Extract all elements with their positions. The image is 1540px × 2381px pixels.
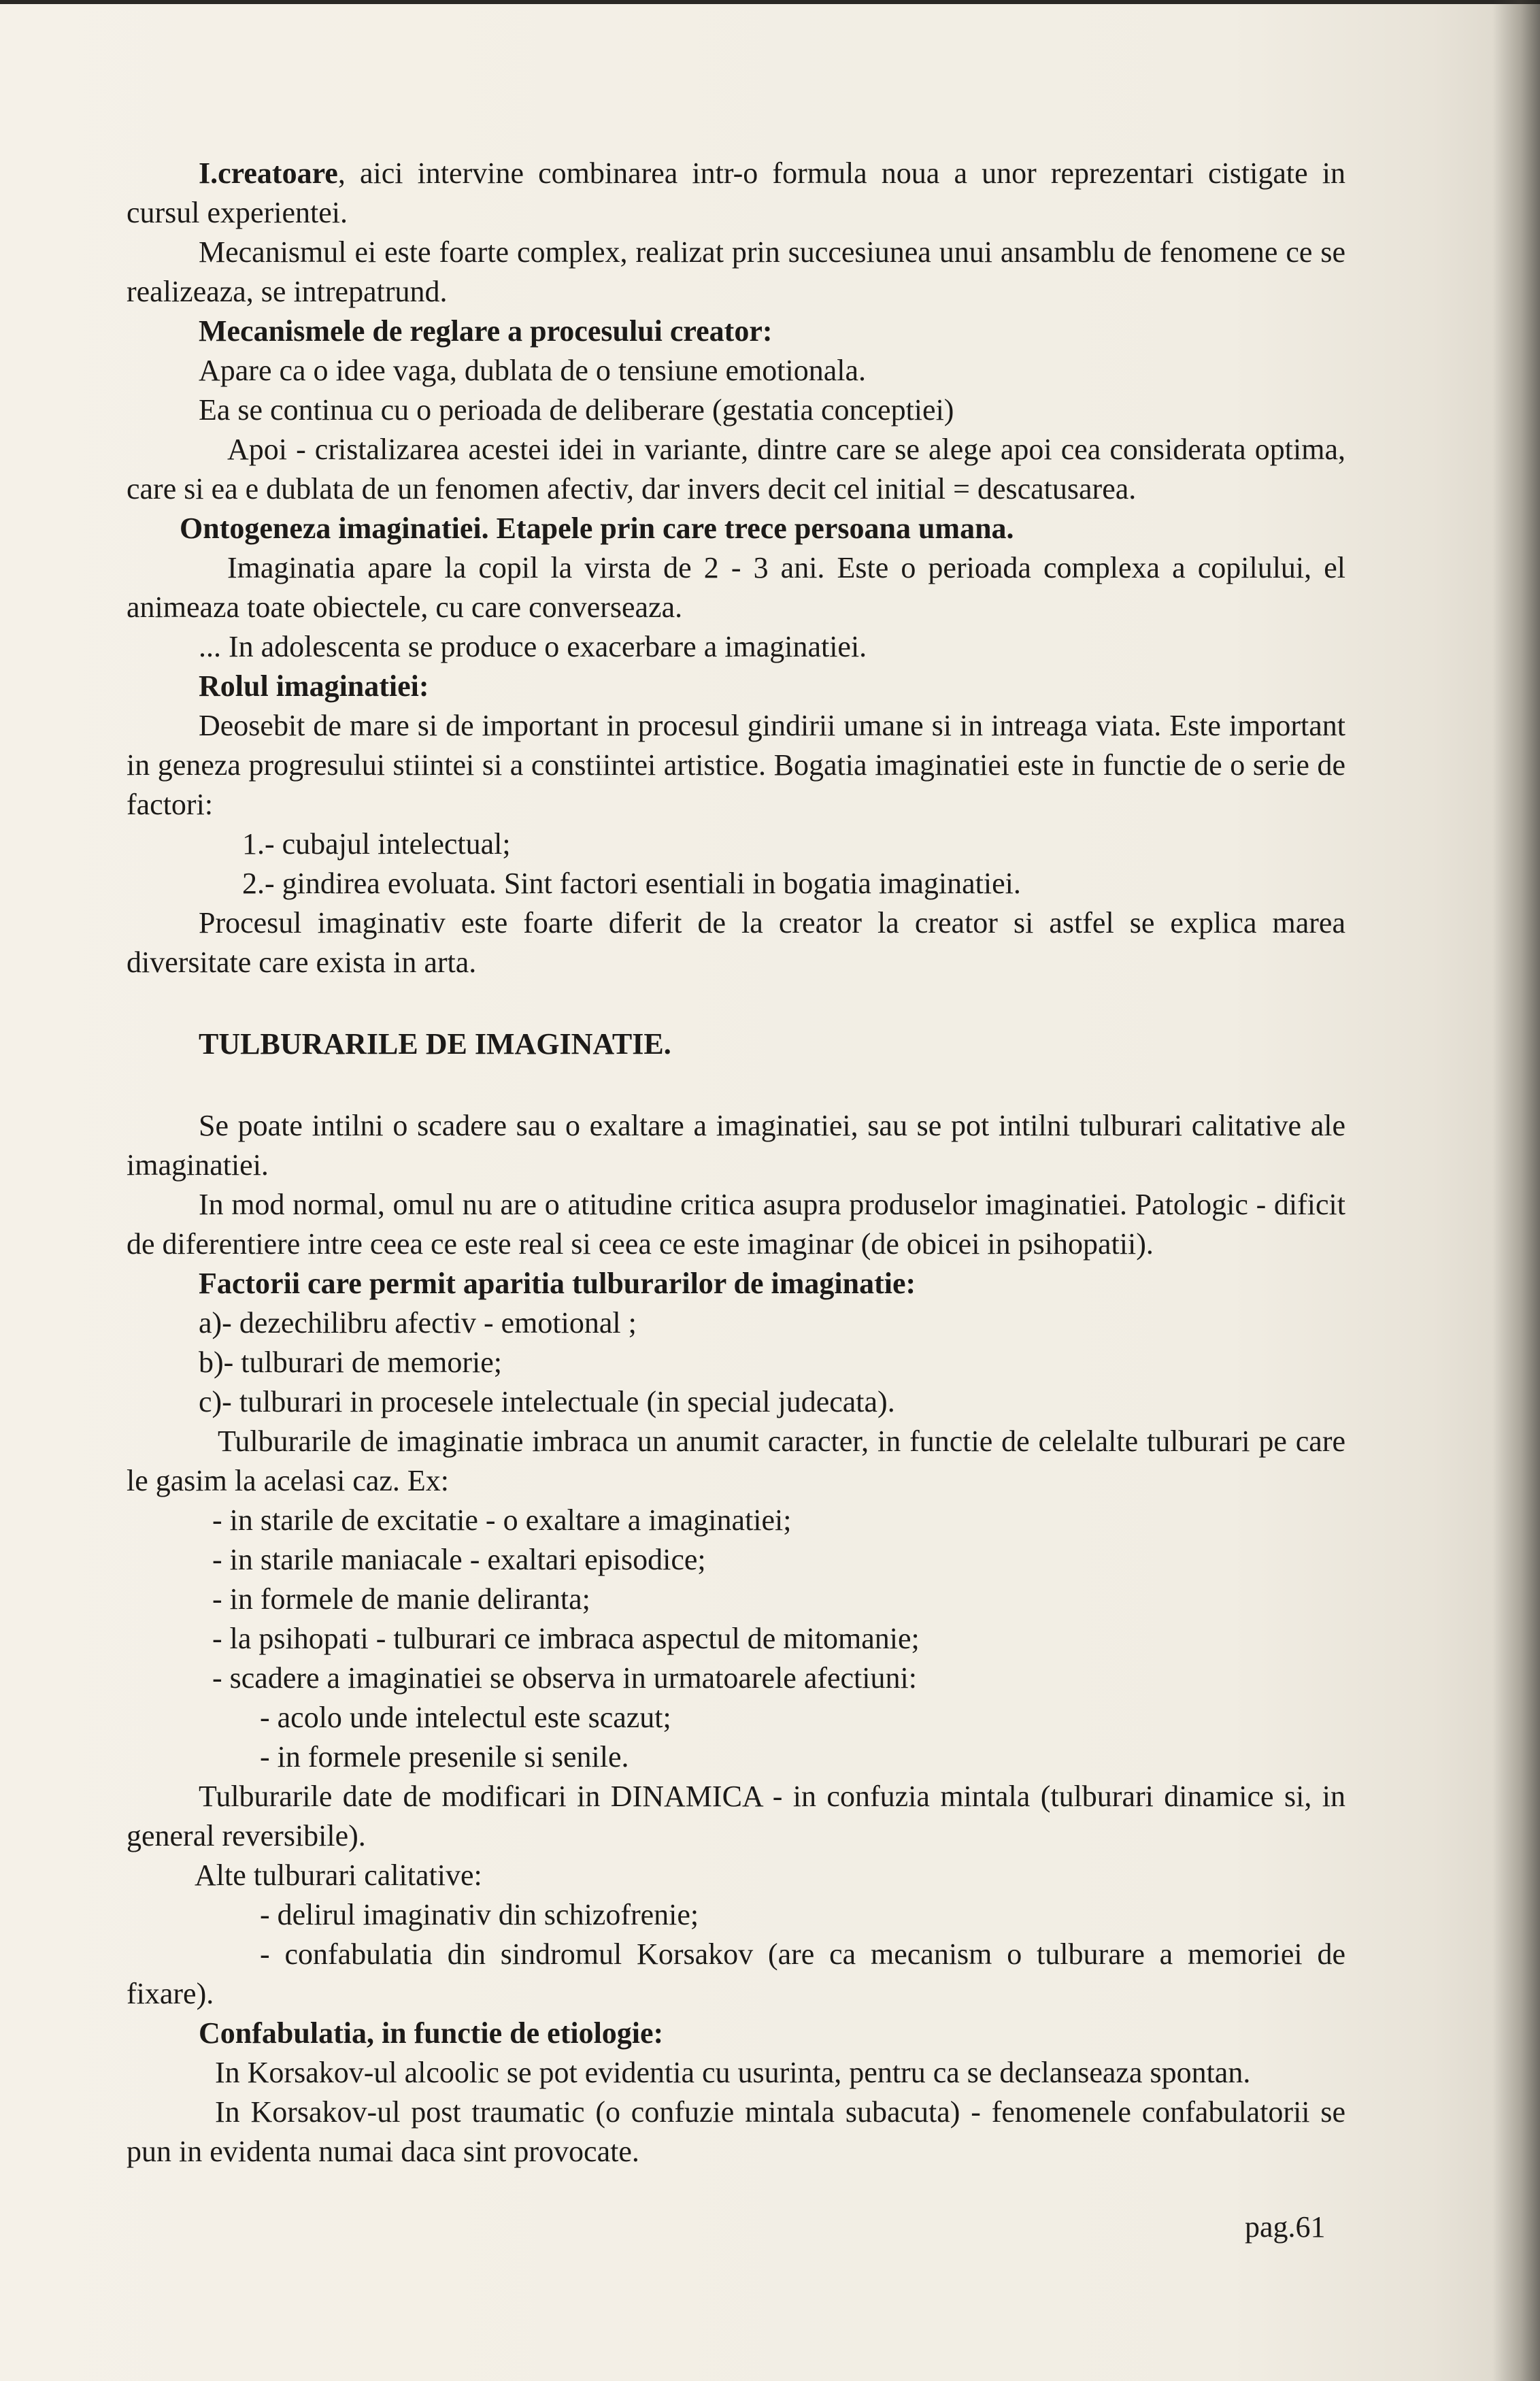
list-item: - acolo unde intelectul este scazut; <box>260 1701 671 1734</box>
page-number: pag.61 <box>1245 2210 1326 2244</box>
list-item: - in starile maniacale - exaltari episodice; <box>212 1543 706 1576</box>
list-item: 2.- gindirea evoluata. Sint factori esentiali in bogatia imaginatiei. <box>242 867 1021 900</box>
paragraph: In Korsakov-ul post traumatic (o confuzie mintala subacuta) - fenomenele confabulatorii se pun in evidenta numai daca sint provocate. <box>127 2095 1345 2168</box>
list-item: - scadere a imaginatiei se observa in urmatoarele afectiuni: <box>212 1661 917 1695</box>
paragraph: Deosebit de mare si de important in procesul gindirii umane si in intreaga viata. Este important in geneza progresului stiintei si a constiintei artistice. Bogatia imaginatiei este in functie de o serie de factori: <box>127 709 1345 821</box>
paragraph: I.creatoare, aici intervine combinarea intr-o formula noua a unor reprezentari cistigate in cursul experientei. <box>127 156 1345 229</box>
paragraph: Alte tulburari calitative: <box>195 1859 482 1892</box>
term-lead: I.creatoare <box>199 156 338 190</box>
paragraph: ... In adolescenta se produce o exacerbare a imaginatiei. <box>199 630 867 663</box>
section-title: TULBURARILE DE IMAGINATIE. <box>199 1027 671 1061</box>
list-item: - la psihopati - tulburari ce imbraca aspectul de mitomanie; <box>212 1622 920 1655</box>
list-item: - in formele presenile si senile. <box>260 1740 629 1774</box>
paragraph: Tulburarile date de modificari in DINAMICA - in confuzia mintala (tulburari dinamice si, in general reversibile). <box>127 1780 1345 1852</box>
top-edge <box>0 0 1540 4</box>
paragraph: In Korsakov-ul alcoolic se pot evidentia cu usurinta, pentru ca se declanseaza spontan. <box>215 2056 1251 2089</box>
paragraph: In mod normal, omul nu are o atitudine critica asupra produselor imaginatiei. Patologic - dificit de diferentiere intre ceea ce este real si ceea ce este imaginar (de obicei in psihopatii). <box>127 1188 1345 1261</box>
list-item: - delirul imaginativ din schizofrenie; <box>260 1898 699 1931</box>
subheading: Rolul imaginatiei: <box>199 669 429 703</box>
subheading: Factorii care permit aparitia tulburarilor de imaginatie: <box>199 1267 916 1300</box>
list-item: - in starile de excitatie - o exaltare a imaginatiei; <box>212 1503 792 1537</box>
subheading: Confabulatia, in functie de etiologie: <box>199 2016 664 2050</box>
book-binding-shadow <box>1492 0 1540 2381</box>
body-text <box>127 154 1345 2171</box>
paragraph: Imaginatia apare la copil la virsta de 2 - 3 ani. Este o perioada complexa a copilului, el animeaza toate obiectele, cu care converseaza. <box>127 551 1345 624</box>
paragraph: Ea se continua cu o perioada de deliberare (gestatia conceptiei) <box>199 393 954 427</box>
paragraph: Apoi - cristalizarea acestei idei in variante, dintre care se alege apoi cea considerata optima, care si ea e dublata de un fenomen afectiv, dar invers decit cel initial = descatusarea. <box>127 433 1345 505</box>
list-item: b)- tulburari de memorie; <box>199 1346 502 1379</box>
list-item: 1.- cubajul intelectual; <box>242 827 511 861</box>
list-item: c)- tulburari in procesele intelectuale (in special judecata). <box>199 1385 895 1418</box>
paragraph: Apare ca o idee vaga, dublata de o tensiune emotionala. <box>199 354 867 387</box>
list-item: a)- dezechilibru afectiv - emotional ; <box>199 1306 637 1339</box>
paragraph: Tulburarile de imaginatie imbraca un anumit caracter, in functie de celelalte tulburari pe care le gasim la acelasi caz. Ex: <box>127 1425 1345 1497</box>
subheading: Ontogeneza imaginatiei. Etapele prin care trece persoana umana. <box>180 512 1014 545</box>
list-item: - in formele de manie deliranta; <box>212 1582 590 1616</box>
subheading: Mecanismele de reglare a procesului creator: <box>199 314 773 348</box>
paragraph: Mecanismul ei este foarte complex, realizat prin succesiunea unui ansamblu de fenomene ce se realizeaza, se intrepatrund. <box>127 235 1345 308</box>
list-item: - confabulatia din sindromul Korsakov (are ca mecanism o tulburare a memoriei de fixare). <box>127 1937 1345 2010</box>
paragraph: Procesul imaginativ este foarte diferit de la creator la creator si astfel se explica marea diversitate care exista in arta. <box>127 906 1345 979</box>
paragraph: Se poate intilni o scadere sau o exaltare a imaginatiei, sau se pot intilni tulburari calitative ale imaginatiei. <box>127 1109 1345 1182</box>
